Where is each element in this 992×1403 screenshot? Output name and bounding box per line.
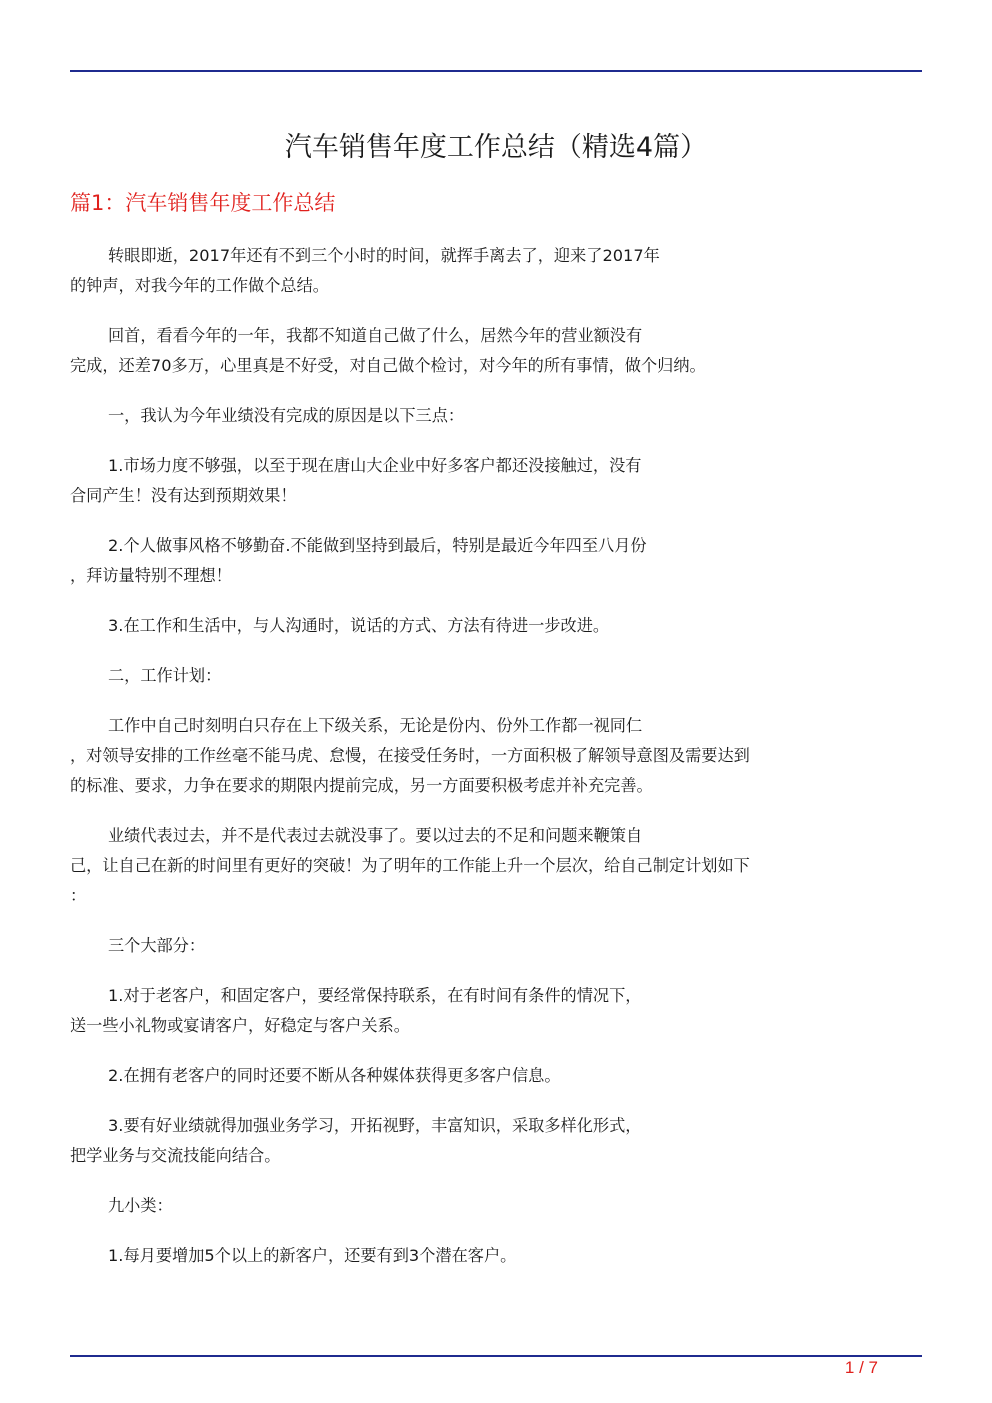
paragraph-10 — [70, 931, 922, 961]
paragraph-11 — [70, 981, 922, 1041]
paragraph-4 — [70, 451, 922, 511]
text-line: 工作中自己时刻明白只存在上下级关系，无论是份内、份外工作都一视同仁 — [108, 716, 643, 735]
paragraph-15 — [70, 1241, 922, 1271]
paragraph-8 — [70, 711, 922, 801]
text-line: ： — [70, 886, 87, 905]
text-line: 2.个人做事风格不够勤奋.不能做到坚持到最后，特别是最近今年四至八月份 — [108, 536, 647, 555]
text-line: 完成，还差70多万，心里真是不好受，对自己做个检讨，对今年的所有事情，做个归纳。 — [70, 356, 706, 375]
text-line: 1.市场力度不够强，以至于现在唐山大企业中好多客户都还没接触过，没有 — [108, 456, 642, 475]
text-line: 3.要有好业绩就得加强业务学习，开拓视野，丰富知识，采取多样化形式， — [108, 1116, 642, 1135]
paragraph-6 — [70, 611, 922, 641]
text-line: 业绩代表过去，并不是代表过去就没事了。要以过去的不足和问题来鞭策自 — [108, 826, 643, 845]
text-line: 2.在拥有老客户的同时还要不断从各种媒体获得更多客户信息。 — [108, 1066, 561, 1085]
body-text — [70, 241, 922, 1291]
text-line: 九小类： — [108, 1196, 173, 1215]
text-line: 的标准、要求，力争在要求的期限内提前完成，另一方面要积极考虑并补充完善。 — [70, 776, 653, 795]
text-line: 合同产生！没有达到预期效果！ — [70, 486, 297, 505]
text-line: 一，我认为今年业绩没有完成的原因是以下三点： — [108, 406, 465, 425]
text-line: 三个大部分： — [108, 936, 206, 955]
text-line: 二，工作计划： — [108, 666, 222, 685]
text-line: 1.每月要增加5个以上的新客户，还要有到3个潜在客户。 — [108, 1246, 517, 1265]
text-line: 送一些小礼物或宴请客户，好稳定与客户关系。 — [70, 1016, 410, 1035]
paragraph-12 — [70, 1061, 922, 1091]
paragraph-3 — [70, 401, 922, 431]
paragraph-13 — [70, 1111, 922, 1171]
text-line: 把学业务与交流技能向结合。 — [70, 1146, 281, 1165]
paragraph-2 — [70, 321, 922, 381]
paragraph-7 — [70, 661, 922, 691]
text-line: 3.在工作和生活中，与人沟通时，说话的方式、方法有待进一步改进。 — [108, 616, 610, 635]
text-line: 的钟声，对我今年的工作做个总结。 — [70, 276, 329, 295]
header-rule — [70, 70, 922, 72]
paragraph-5 — [70, 531, 922, 591]
text-line: 1.对于老客户，和固定客户，要经常保持联系，在有时间有条件的情况下， — [108, 986, 642, 1005]
paragraph-1 — [70, 241, 922, 301]
text-line: 己，让自己在新的时间里有更好的突破！为了明年的工作能上升一个层次，给自己制定计划如下 — [70, 856, 750, 875]
section-heading: 篇1：汽车销售年度工作总结 — [70, 191, 336, 215]
document-title: 汽车销售年度工作总结（精选4篇） — [284, 132, 708, 163]
text-line: ，拜访量特别不理想！ — [70, 566, 232, 585]
footer-rule — [70, 1355, 922, 1357]
text-line: 回首，看看今年的一年，我都不知道自己做了什么，居然今年的营业额没有 — [108, 326, 643, 345]
paragraph-14 — [70, 1191, 922, 1221]
page-number: 1 / 7 — [844, 1358, 878, 1377]
text-line: 转眼即逝，2017年还有不到三个小时的时间，就挥手离去了，迎来了2017年 — [108, 246, 660, 265]
paragraph-9 — [70, 821, 922, 911]
text-line: ，对领导安排的工作丝毫不能马虎、怠慢，在接受任务时，一方面积极了解领导意图及需要达到 — [70, 746, 750, 765]
